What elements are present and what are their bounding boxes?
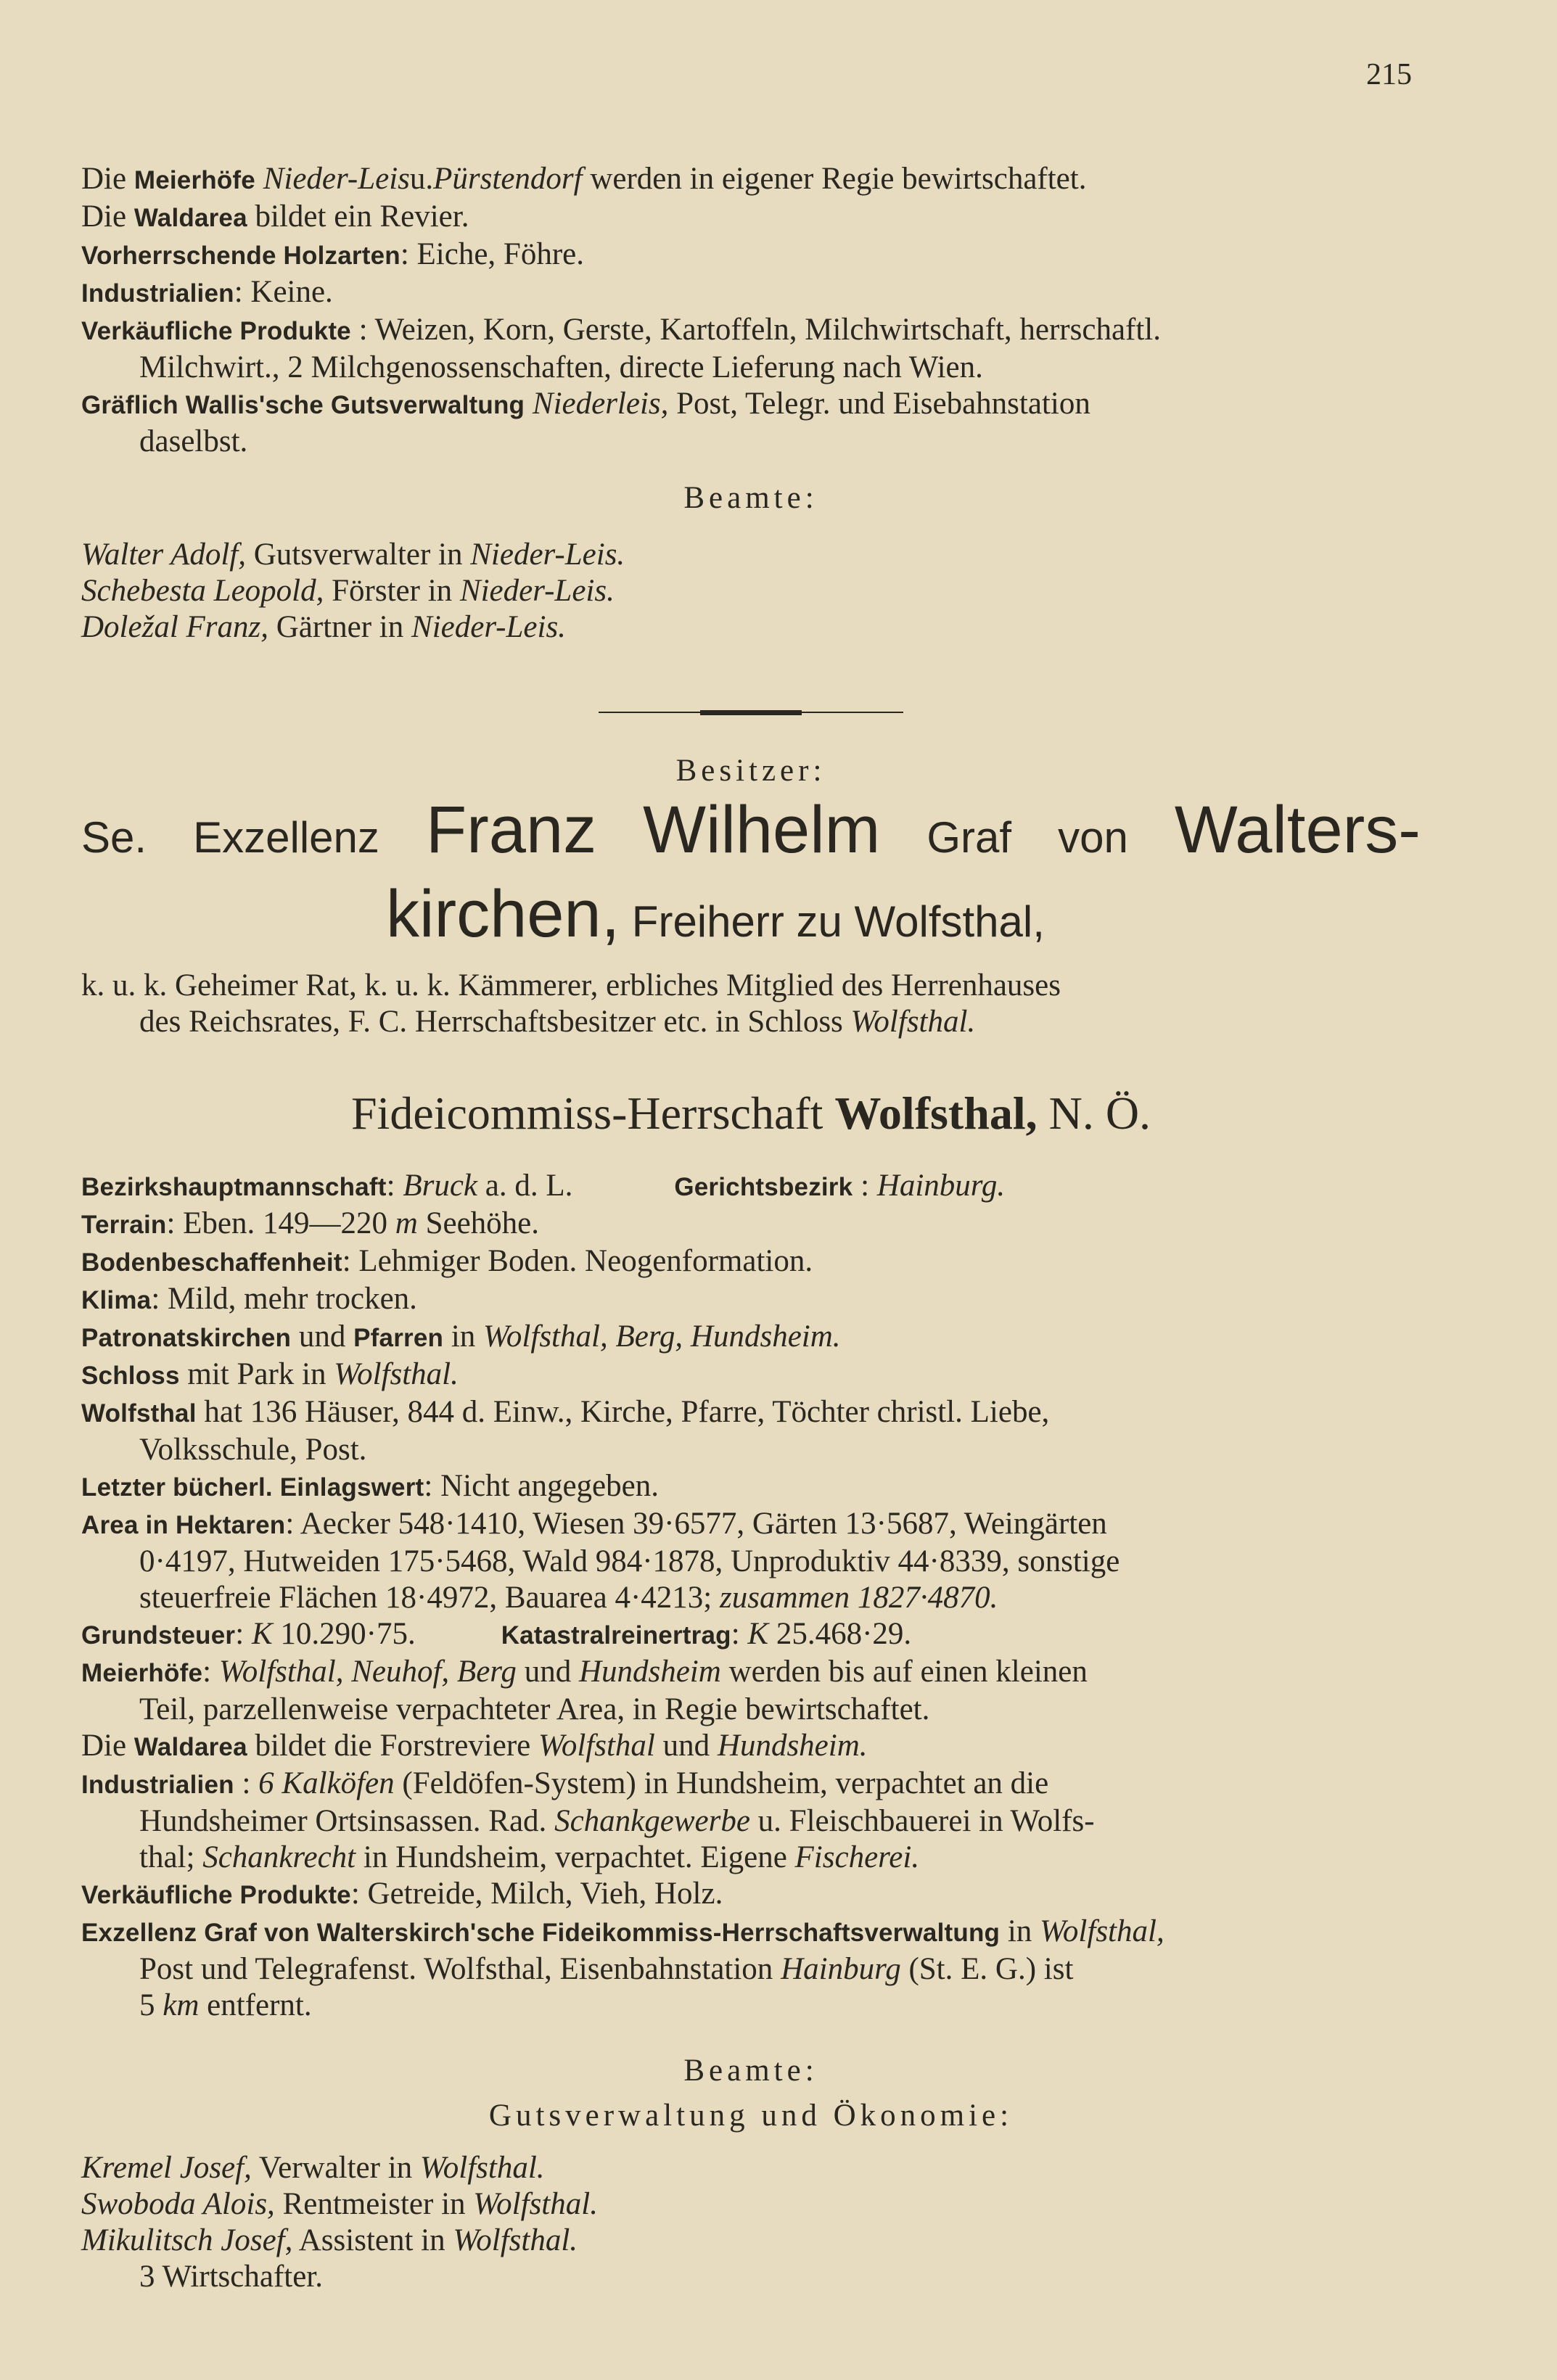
officials-subheading: Gutsverwaltung und Ökonomie: xyxy=(488,2099,1014,2133)
text-line: 5 km entfernt. xyxy=(139,1988,312,2022)
page-content xyxy=(81,161,1421,2295)
text-line: Terrain: Eben. 149—220 m Seehöhe. xyxy=(81,1206,540,1240)
text-line: Teil, parzellenweise verpachteter Area, in Regie bewirtschaftet. xyxy=(139,1692,930,1726)
text-line: Schloss mit Park in Wolfsthal. xyxy=(81,1357,459,1391)
official-entry: 3 Wirtschafter. xyxy=(139,2260,324,2294)
text-line: Die Waldarea bildet die Forstreviere Wolfsthal und Hundsheim. xyxy=(81,1729,868,1763)
text-line: Area in Hektaren: Aecker 548·1410, Wiesen 39·6577, Gärten 13·5687, Weingärten xyxy=(81,1507,1107,1541)
text-line: Industrialien : 6 Kalköfen (Feldöfen-System) in Hundsheim, verpachtet an die xyxy=(81,1766,1049,1800)
owner-name: Se. Exzellenz Franz Wilhelm Graf von Walters- xyxy=(81,793,1421,867)
text-line: Industrialien: Keine. xyxy=(81,275,333,309)
owner-description: des Reichsrates, F. C. Herrschaftsbesitzer etc. in Schloss Wolfsthal. xyxy=(139,1005,976,1039)
estate-title: Fideicommiss-Herrschaft Wolfsthal, N. Ö. xyxy=(350,1087,1151,1139)
text-line: Die Waldarea bildet ein Revier. xyxy=(81,199,469,234)
text-line: Bodenbeschaffenheit: Lehmiger Boden. Neogenformation. xyxy=(81,1244,813,1278)
text-line: Die Meierhöfe Nieder-Leisu.Pürstendorf werden in eigener Regie bewirtschaftet. xyxy=(81,162,1087,196)
text-line: Milchwirt., 2 Milchgenossenschaften, directe Lieferung nach Wien. xyxy=(139,350,983,384)
text-line: Vorherrschende Holzarten: Eiche, Föhre. xyxy=(81,237,584,271)
text-line: daselbst. xyxy=(139,424,248,458)
text-line: Patronatskirchen und Pfarren in Wolfsthal, Berg, Hundsheim. xyxy=(81,1319,841,1354)
text-line: Letzter bücherl. Einlagswert: Nicht angegeben. xyxy=(81,1469,659,1503)
text-line: steuerfreie Flächen 18·4972, Bauarea 4·4213; zusammen 1827·4870. xyxy=(139,1581,998,1615)
official-entry: Doležal Franz, Gärtner in Nieder-Leis. xyxy=(81,610,566,644)
official-entry: Schebesta Leopold, Förster in Nieder-Leis. xyxy=(81,574,615,608)
text-line: Klima: Mild, mehr trocken. xyxy=(81,1282,417,1316)
owner-name-cont: kirchen, Freiherr zu Wolfsthal, xyxy=(386,877,1045,951)
text-line: Gräflich Wallis'sche Gutsverwaltung Niederleis, Post, Telegr. und Eisebahnstation xyxy=(81,387,1090,421)
owner-heading: Besitzer: xyxy=(675,754,826,788)
officials-heading: Beamte: xyxy=(683,481,818,515)
text-line: Meierhöfe: Wolfsthal, Neuhof, Berg und Hundsheim werden bis auf einen kleinen xyxy=(81,1655,1088,1689)
district-line: Bezirkshauptmannschaft: Bruck a. d. L. Gerichtsbezirk : Hainburg. xyxy=(81,1169,1006,1203)
section-divider xyxy=(81,698,1421,727)
text-line: thal; Schankrecht in Hundsheim, verpachtet. Eigene Fischerei. xyxy=(139,1840,920,1874)
text-line: Wolfsthal hat 136 Häuser, 844 d. Einw., Kirche, Pfarre, Töchter christl. Liebe, xyxy=(81,1395,1050,1429)
text-line: Post und Telegrafenst. Wolfsthal, Eisenbahnstation Hainburg (St. E. G.) ist xyxy=(139,1952,1074,1986)
text-line: Volksschule, Post. xyxy=(139,1433,367,1467)
tax-line: Grundsteuer: K 10.290·75. Katastralreinertrag: K 25.468·29. xyxy=(81,1617,912,1651)
official-entry: Swoboda Alois, Rentmeister in Wolfsthal. xyxy=(81,2187,598,2221)
text-line: Hundsheimer Ortsinsassen. Rad. Schankgewerbe u. Fleischbauerei in Wolfs- xyxy=(139,1804,1095,1838)
official-entry: Mikulitsch Josef, Assistent in Wolfsthal. xyxy=(81,2223,578,2257)
text-line: Verkäufliche Produkte : Weizen, Korn, Gerste, Kartoffeln, Milchwirtschaft, herrschaftl. xyxy=(81,313,1161,347)
page-number: 215 xyxy=(1366,58,1412,91)
text-line: Verkäufliche Produkte: Getreide, Milch, Vieh, Holz. xyxy=(81,1877,723,1911)
official-entry: Kremel Josef, Verwalter in Wolfsthal. xyxy=(81,2151,545,2185)
official-entry: Walter Adolf, Gutsverwalter in Nieder-Leis. xyxy=(81,538,625,572)
text-line: 0·4197, Hutweiden 175·5468, Wald 984·1878, Unproduktiv 44·8339, sonstige xyxy=(139,1544,1120,1578)
officials-heading: Beamte: xyxy=(683,2054,818,2088)
owner-description: k. u. k. Geheimer Rat, k. u. k. Kämmerer, erbliches Mitglied des Herrenhauses xyxy=(81,968,1061,1002)
text-line: Exzellenz Graf von Walterskirch'sche Fideikommiss-Herrschaftsverwaltung in Wolfsthal, xyxy=(81,1914,1164,1948)
